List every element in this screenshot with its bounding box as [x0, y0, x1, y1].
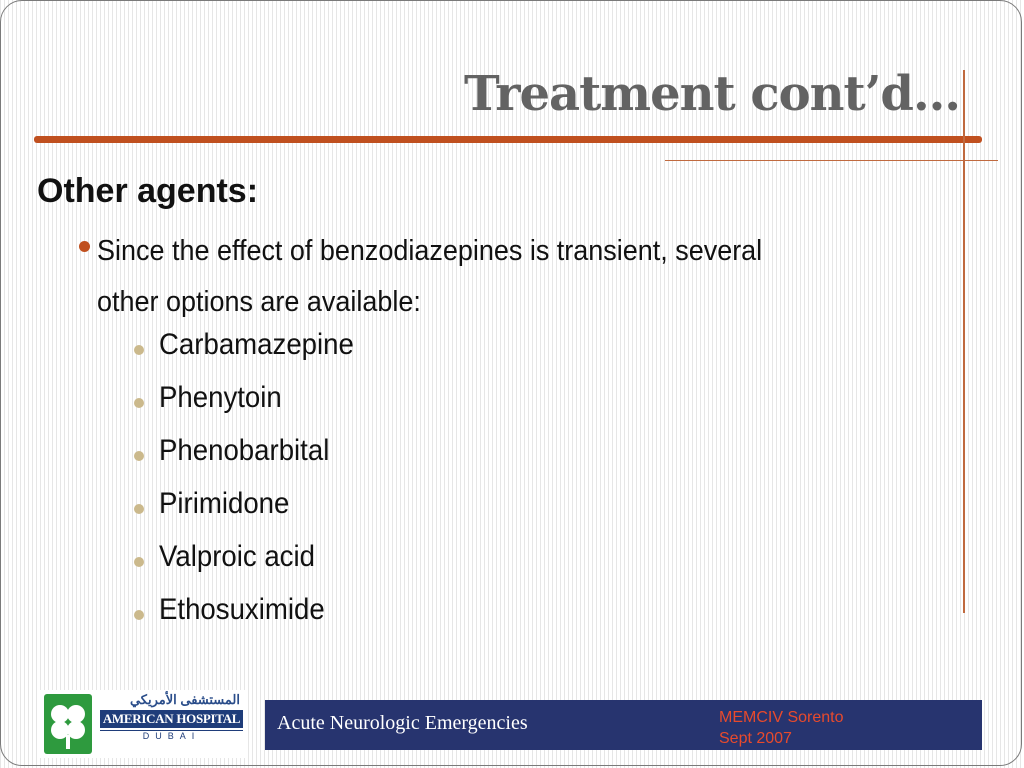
logo-arabic-name: المستشفى الأمريكي: [129, 692, 240, 707]
footer-event-date: Sept 2007: [719, 730, 792, 747]
slide-title: Treatment cont’d…: [463, 66, 960, 122]
agent-label: Ethosuximide: [159, 593, 325, 626]
hospital-logo: [40, 690, 245, 758]
bullet-dot: [79, 241, 90, 252]
agent-label: Pirimidone: [159, 487, 290, 520]
sub-bullet-dot: [134, 398, 144, 408]
sub-bullet-dot: [134, 504, 144, 514]
logo-city: DUBAI: [100, 730, 243, 743]
logo-english-name: AMERICAN HOSPITAL: [100, 710, 243, 728]
accent-line-horizontal: [665, 160, 998, 161]
sub-bullet-dot: [134, 557, 144, 567]
agent-label: Valproic acid: [159, 540, 315, 573]
sub-bullet-dot: [134, 610, 144, 620]
footer-event-name: MEMCIV Sorento: [719, 709, 844, 726]
sub-bullet-dot: [134, 451, 144, 461]
footer-title: Acute Neurologic Emergencies: [277, 712, 528, 734]
sub-bullet-dot: [134, 345, 144, 355]
section-heading: Other agents:: [37, 172, 259, 210]
clover-icon: [43, 693, 93, 755]
accent-line-vertical: [963, 70, 965, 613]
title-underline: [34, 136, 982, 143]
agent-label: Carbamazepine: [159, 328, 354, 361]
agent-label: Phenytoin: [159, 381, 282, 414]
footer-event: [719, 707, 843, 749]
agent-label: Phenobarbital: [159, 434, 330, 467]
bullet-text: Since the effect of benzodiazepines is transient, several other options are available:: [97, 235, 763, 318]
